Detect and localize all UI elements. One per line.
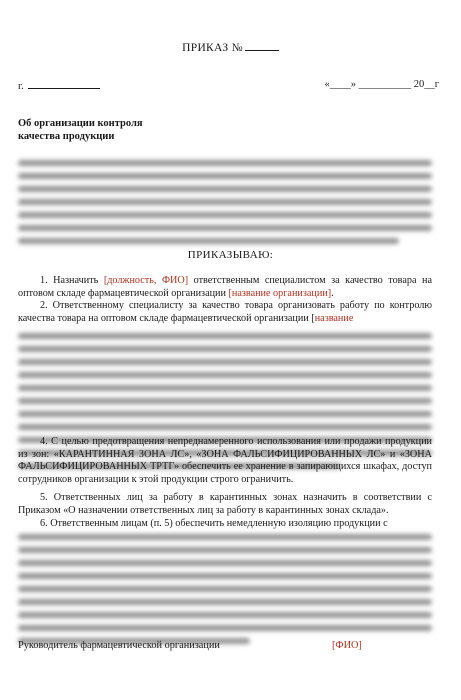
date-field: «____» __________ 20__г xyxy=(324,79,439,90)
paragraph-1: 1. Назначить [должность, ФИО] ответственным специалистом за качество товара на оптовом складе фармацевтической организации [название организации]. xyxy=(18,275,432,299)
city-field: г. xyxy=(18,79,100,92)
order-number-blank xyxy=(245,41,279,51)
order-subject: Об организации контроля качества продукции xyxy=(18,118,143,142)
order-title: ПРИКАЗ № xyxy=(0,41,461,54)
signature-name-placeholder: [ФИО] xyxy=(332,640,362,651)
city-blank xyxy=(28,79,100,89)
position-name-placeholder: [должность, ФИО] xyxy=(103,275,189,286)
blurred-preamble xyxy=(18,160,432,251)
organization-name-placeholder-2: название xyxy=(314,312,354,324)
signature-label: Руководитель фармацевтической организации xyxy=(18,640,220,651)
section-heading: ПРИКАЗЫВАЮ: xyxy=(187,249,274,261)
paragraph-5: 5. Ответственных лиц за работу в карантинных зонах назначить в соответствии с Приказом «О назначении ответственных лиц за работу в карантинных зонах склада». xyxy=(18,492,432,516)
blurred-paragraph-tail xyxy=(18,534,432,651)
paragraph-6: 6. Ответственным лицам (п. 5) обеспечить немедленную изоляцию продукции с xyxy=(40,518,388,529)
paragraph-2: 2. Ответственному специалисту за качество товара организовать работу по контролю качества товара на оптовом складе фармацевтической организации [название xyxy=(18,300,432,324)
organization-name-placeholder: [название организации] xyxy=(228,287,332,299)
paragraph-4: 4. С целью предотвращения непреднамеренного использования или продажи продукции из зон: «КАРАНТИННАЯ ЗОНА ЛС», «ЗОНА ФАЛЬСИФИЦИРОВАННЫХ ЛС» и «ЗОНА ФАЛЬСИФИЦИРОВАННЫХ ТРТГ» обеспечить ее хранение в запирающихся шкафах, доступ сотрудников организации к этой продукции строго ограничить. xyxy=(18,436,432,485)
